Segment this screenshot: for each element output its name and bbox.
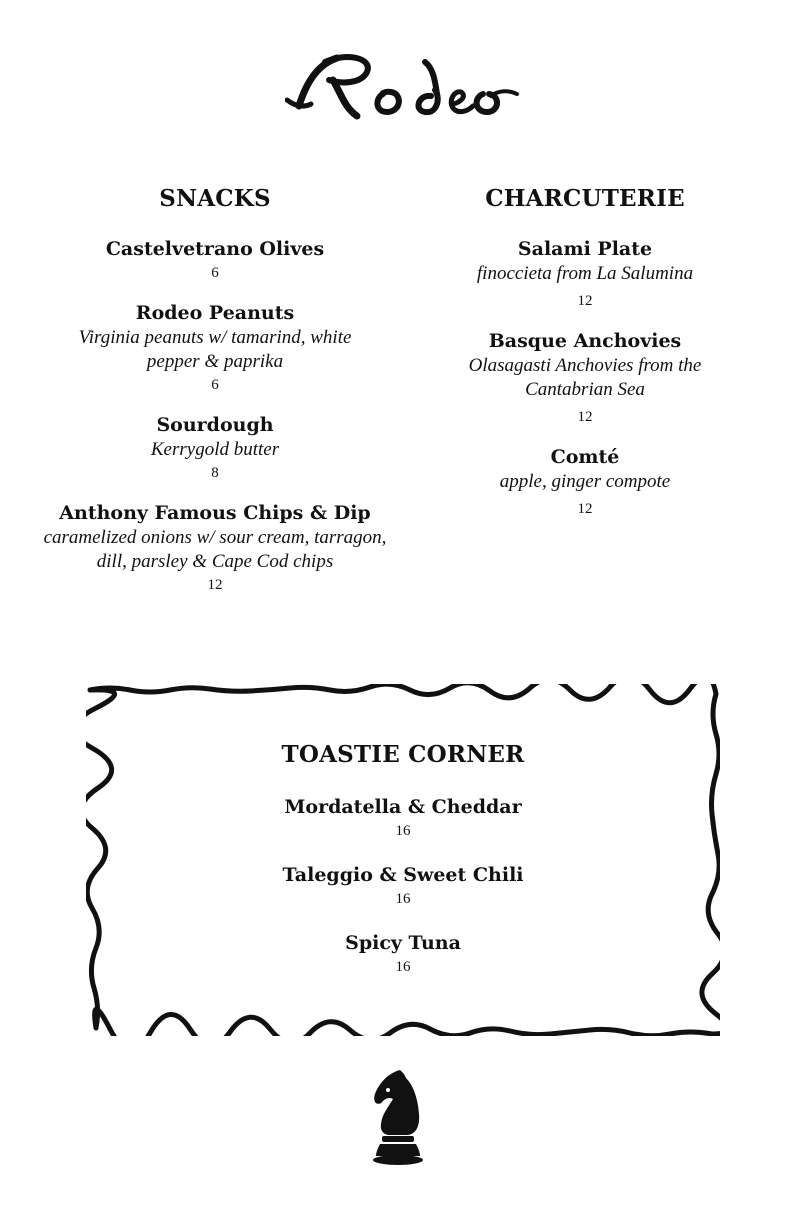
snacks-section bbox=[30, 184, 400, 612]
item-price: 16 bbox=[395, 823, 411, 839]
item-name: Castelvetrano Olives bbox=[105, 238, 325, 260]
menu-item bbox=[30, 412, 400, 484]
toastie-title: TOASTIE CORNER bbox=[281, 741, 525, 768]
item-name: Anthony Famous Chips & Dip bbox=[59, 502, 371, 524]
menu-item bbox=[30, 500, 400, 596]
toastie-corner-section bbox=[86, 684, 720, 1036]
item-name: Taleggio & Sweet Chili bbox=[282, 864, 524, 886]
item-price: 12 bbox=[577, 501, 593, 517]
item-name: Spicy Tuna bbox=[345, 932, 461, 954]
item-price: 8 bbox=[211, 465, 219, 481]
item-price: 12 bbox=[207, 577, 223, 593]
menu-item bbox=[30, 236, 400, 284]
item-name: Comté bbox=[550, 446, 620, 468]
item-price: 16 bbox=[395, 891, 411, 907]
item-price: 12 bbox=[577, 409, 593, 425]
menu-item bbox=[402, 328, 768, 428]
item-description: finoccieta from La Salumina bbox=[476, 263, 694, 284]
chess-knight-icon bbox=[370, 1068, 426, 1166]
rodeo-logo-script bbox=[285, 50, 520, 125]
item-name: Salami Plate bbox=[517, 238, 653, 260]
menu-item bbox=[402, 236, 768, 312]
toastie-content bbox=[86, 740, 720, 998]
item-description: Kerrygold butter bbox=[150, 439, 280, 460]
item-name: Rodeo Peanuts bbox=[135, 302, 295, 324]
item-description: apple, ginger compote bbox=[499, 471, 671, 492]
chess-knight-shape bbox=[370, 1068, 426, 1166]
menu-item bbox=[30, 300, 400, 396]
snacks-title: SNACKS bbox=[159, 185, 271, 212]
menu-item bbox=[86, 794, 720, 842]
menu-item bbox=[86, 930, 720, 978]
item-name: Basque Anchovies bbox=[488, 330, 682, 352]
item-description: Olasagasti Anchovies from the Cantabrian Sea bbox=[468, 355, 702, 400]
menu-item bbox=[402, 444, 768, 520]
menu-item bbox=[86, 862, 720, 910]
item-price: 16 bbox=[395, 959, 411, 975]
item-description: Virginia peanuts w/ tamarind, white pepper & paprika bbox=[78, 327, 352, 372]
charcuterie-title: CHARCUTERIE bbox=[485, 185, 685, 212]
item-price: 6 bbox=[211, 265, 219, 281]
item-name: Mordatella & Cheddar bbox=[284, 796, 522, 818]
item-description: caramelized onions w/ sour cream, tarragon, dill, parsley & Cape Cod chips bbox=[43, 527, 387, 572]
item-name: Sourdough bbox=[156, 414, 274, 436]
rodeo-logo bbox=[285, 50, 520, 125]
item-price: 12 bbox=[577, 293, 593, 309]
charcuterie-section bbox=[402, 184, 768, 536]
item-price: 6 bbox=[211, 377, 219, 393]
